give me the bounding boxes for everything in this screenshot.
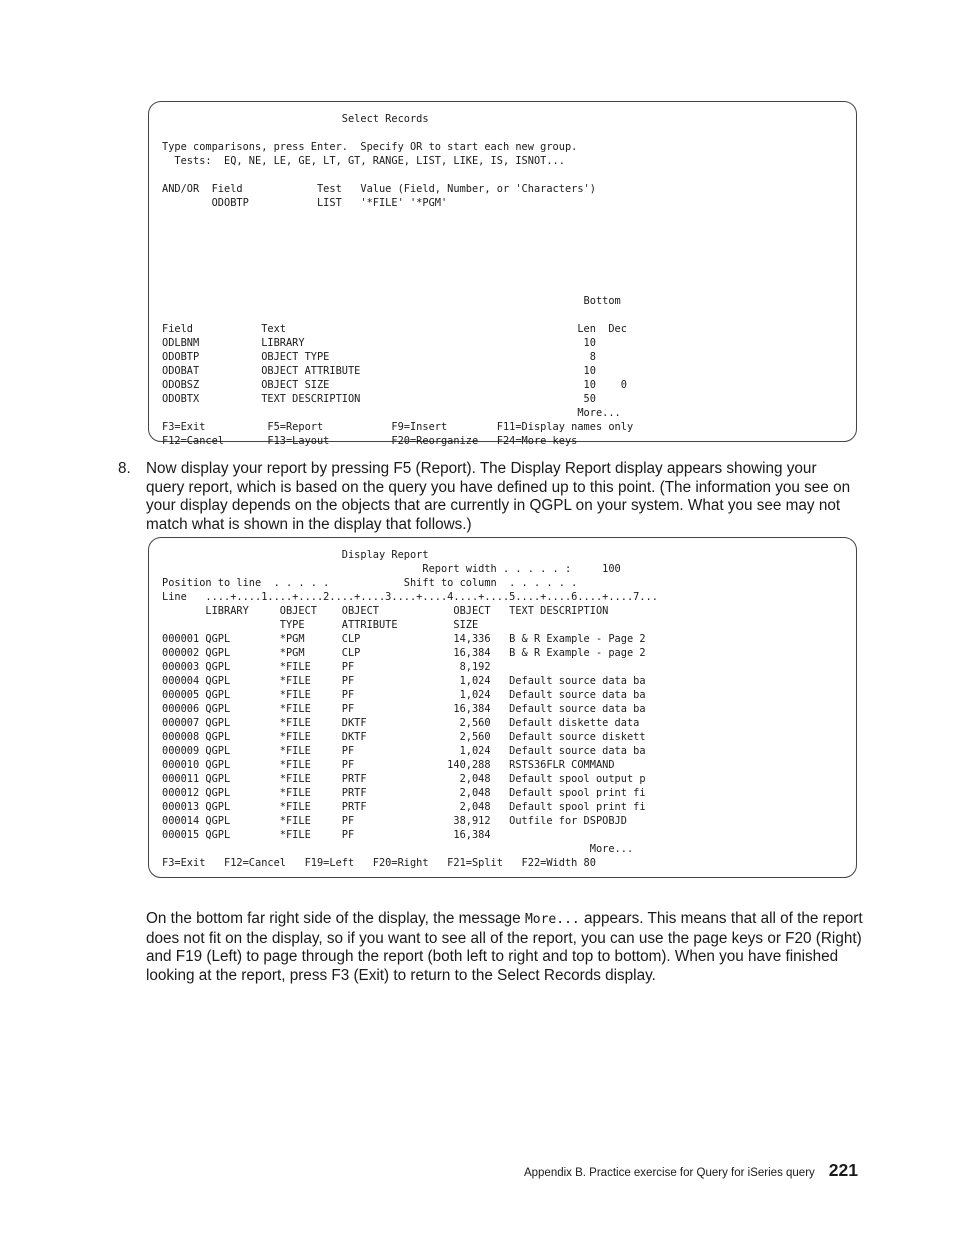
screen-line: TYPE ATTRIBUTE SIZE bbox=[162, 619, 479, 631]
screen-line bbox=[162, 210, 633, 224]
screen-line: ODOBSZ OBJECT SIZE 10 0 bbox=[162, 379, 627, 391]
page-number: 221 bbox=[828, 1160, 858, 1180]
paragraph-text-after: appears. This means that all of the report does not fit on the display, so if you want to see all of the report, you can use the page keys or F20 (Right) and F19 (Left) to page through the report (both left to right and top to bottom). When you have finished looking at the report, press F3 (Exit) to return to the Select Records display. bbox=[146, 910, 863, 984]
screen-line: AND/OR Field Test Value (Field, Number, or 'Characters') bbox=[162, 183, 596, 195]
screen-line: 000009 QGPL *FILE PF 1,024 Default source data ba bbox=[162, 745, 646, 757]
display-report-text bbox=[162, 548, 658, 870]
screen-line: 000007 QGPL *FILE DKTF 2,560 Default diskette data bbox=[162, 717, 640, 729]
screen-line bbox=[162, 126, 633, 140]
screen-line bbox=[162, 238, 633, 252]
screen-line: ODLBNM LIBRARY 10 bbox=[162, 337, 596, 349]
screen-line: Bottom bbox=[162, 295, 621, 307]
screen-line: 000012 QGPL *FILE PRTF 2,048 Default spool print fi bbox=[162, 787, 646, 799]
screen-line: Display Report bbox=[162, 549, 429, 561]
screen-line: 000005 QGPL *FILE PF 1,024 Default source data ba bbox=[162, 689, 646, 701]
screen-line: Type comparisons, press Enter. Specify OR to start each new group. bbox=[162, 141, 578, 153]
more-message-code: More... bbox=[524, 912, 580, 927]
screen-line: 000011 QGPL *FILE PRTF 2,048 Default spool output p bbox=[162, 773, 646, 785]
screen-line: Line ....+....1....+....2....+....3....+....4....+....5....+....6....+....7... bbox=[162, 591, 658, 603]
screen-line: ODOBAT OBJECT ATTRIBUTE 10 bbox=[162, 365, 596, 377]
screen-line: 000010 QGPL *FILE PF 140,288 RSTS36FLR COMMAND bbox=[162, 759, 615, 771]
screen-line: 000013 QGPL *FILE PRTF 2,048 Default spool print fi bbox=[162, 801, 646, 813]
step-text: Now display your report by pressing F5 (Report). The Display Report display appears showing your query report, which is based on the query you have defined up to this point. (The information you see on your display depends on the objects that are currently in QGPL on your system. What you see may not match what is shown in the display that follows.) bbox=[146, 460, 851, 533]
page-footer bbox=[524, 1160, 858, 1181]
display-report-screen bbox=[148, 537, 857, 878]
screen-line bbox=[162, 168, 633, 182]
screen-line: Tests: EQ, NE, LE, GE, LT, GT, RANGE, LIST, LIKE, IS, ISNOT... bbox=[162, 155, 565, 167]
screen-line: ODOBTP OBJECT TYPE 8 bbox=[162, 351, 596, 363]
screen-line: 000001 QGPL *PGM CLP 14,336 B & R Example - Page 2 bbox=[162, 633, 646, 645]
screen-line: Report width . . . . . : 100 bbox=[162, 563, 621, 575]
screen-line: F3=Exit F5=Report F9=Insert F11=Display names only bbox=[162, 421, 634, 433]
screen-line: 000004 QGPL *FILE PF 1,024 Default source data ba bbox=[162, 675, 646, 687]
screen-line bbox=[162, 224, 633, 238]
screen-line bbox=[162, 266, 633, 280]
screen-line bbox=[162, 308, 633, 322]
screen-line: ODOBTP LIST '*FILE' '*PGM' bbox=[162, 197, 448, 209]
screen-line: 000002 QGPL *PGM CLP 16,384 B & R Example - page 2 bbox=[162, 647, 646, 659]
select-records-text bbox=[162, 112, 633, 448]
screen-line: More... bbox=[162, 407, 621, 419]
screen-line: 000008 QGPL *FILE DKTF 2,560 Default source diskett bbox=[162, 731, 646, 743]
screen-line bbox=[162, 252, 633, 266]
screen-line: F3=Exit F12=Cancel F19=Left F20=Right F21=Split F22=Width 80 bbox=[162, 857, 596, 869]
screen-line: 000015 QGPL *FILE PF 16,384 bbox=[162, 829, 491, 841]
screen-line: 000006 QGPL *FILE PF 16,384 Default source data ba bbox=[162, 703, 646, 715]
step-number: 8. bbox=[118, 460, 131, 477]
paragraph-text-before: On the bottom far right side of the display, the message bbox=[146, 910, 525, 927]
select-records-screen bbox=[148, 101, 857, 447]
screen-line: 000014 QGPL *FILE PF 38,912 Outfile for DSPOBJD bbox=[162, 815, 627, 827]
explanation-paragraph bbox=[146, 910, 864, 985]
screen-line: ODOBTX TEXT DESCRIPTION 50 bbox=[162, 393, 596, 405]
screen-line: Position to line . . . . . Shift to column . . . . . . bbox=[162, 577, 578, 589]
footer-text: Appendix B. Practice exercise for Query for iSeries query bbox=[523, 1167, 815, 1179]
screen-line: F12=Cancel F13=Layout F20=Reorganize F24=More keys bbox=[162, 435, 578, 447]
screen-line: Select Records bbox=[162, 113, 429, 125]
screen-line: 000003 QGPL *FILE PF 8,192 bbox=[162, 661, 491, 673]
screen-line: LIBRARY OBJECT OBJECT OBJECT TEXT DESCRIPTION bbox=[162, 605, 609, 617]
screen-line: More... bbox=[162, 843, 634, 855]
screen-line bbox=[162, 280, 633, 294]
screen-line: Field Text Len Dec bbox=[162, 323, 627, 335]
